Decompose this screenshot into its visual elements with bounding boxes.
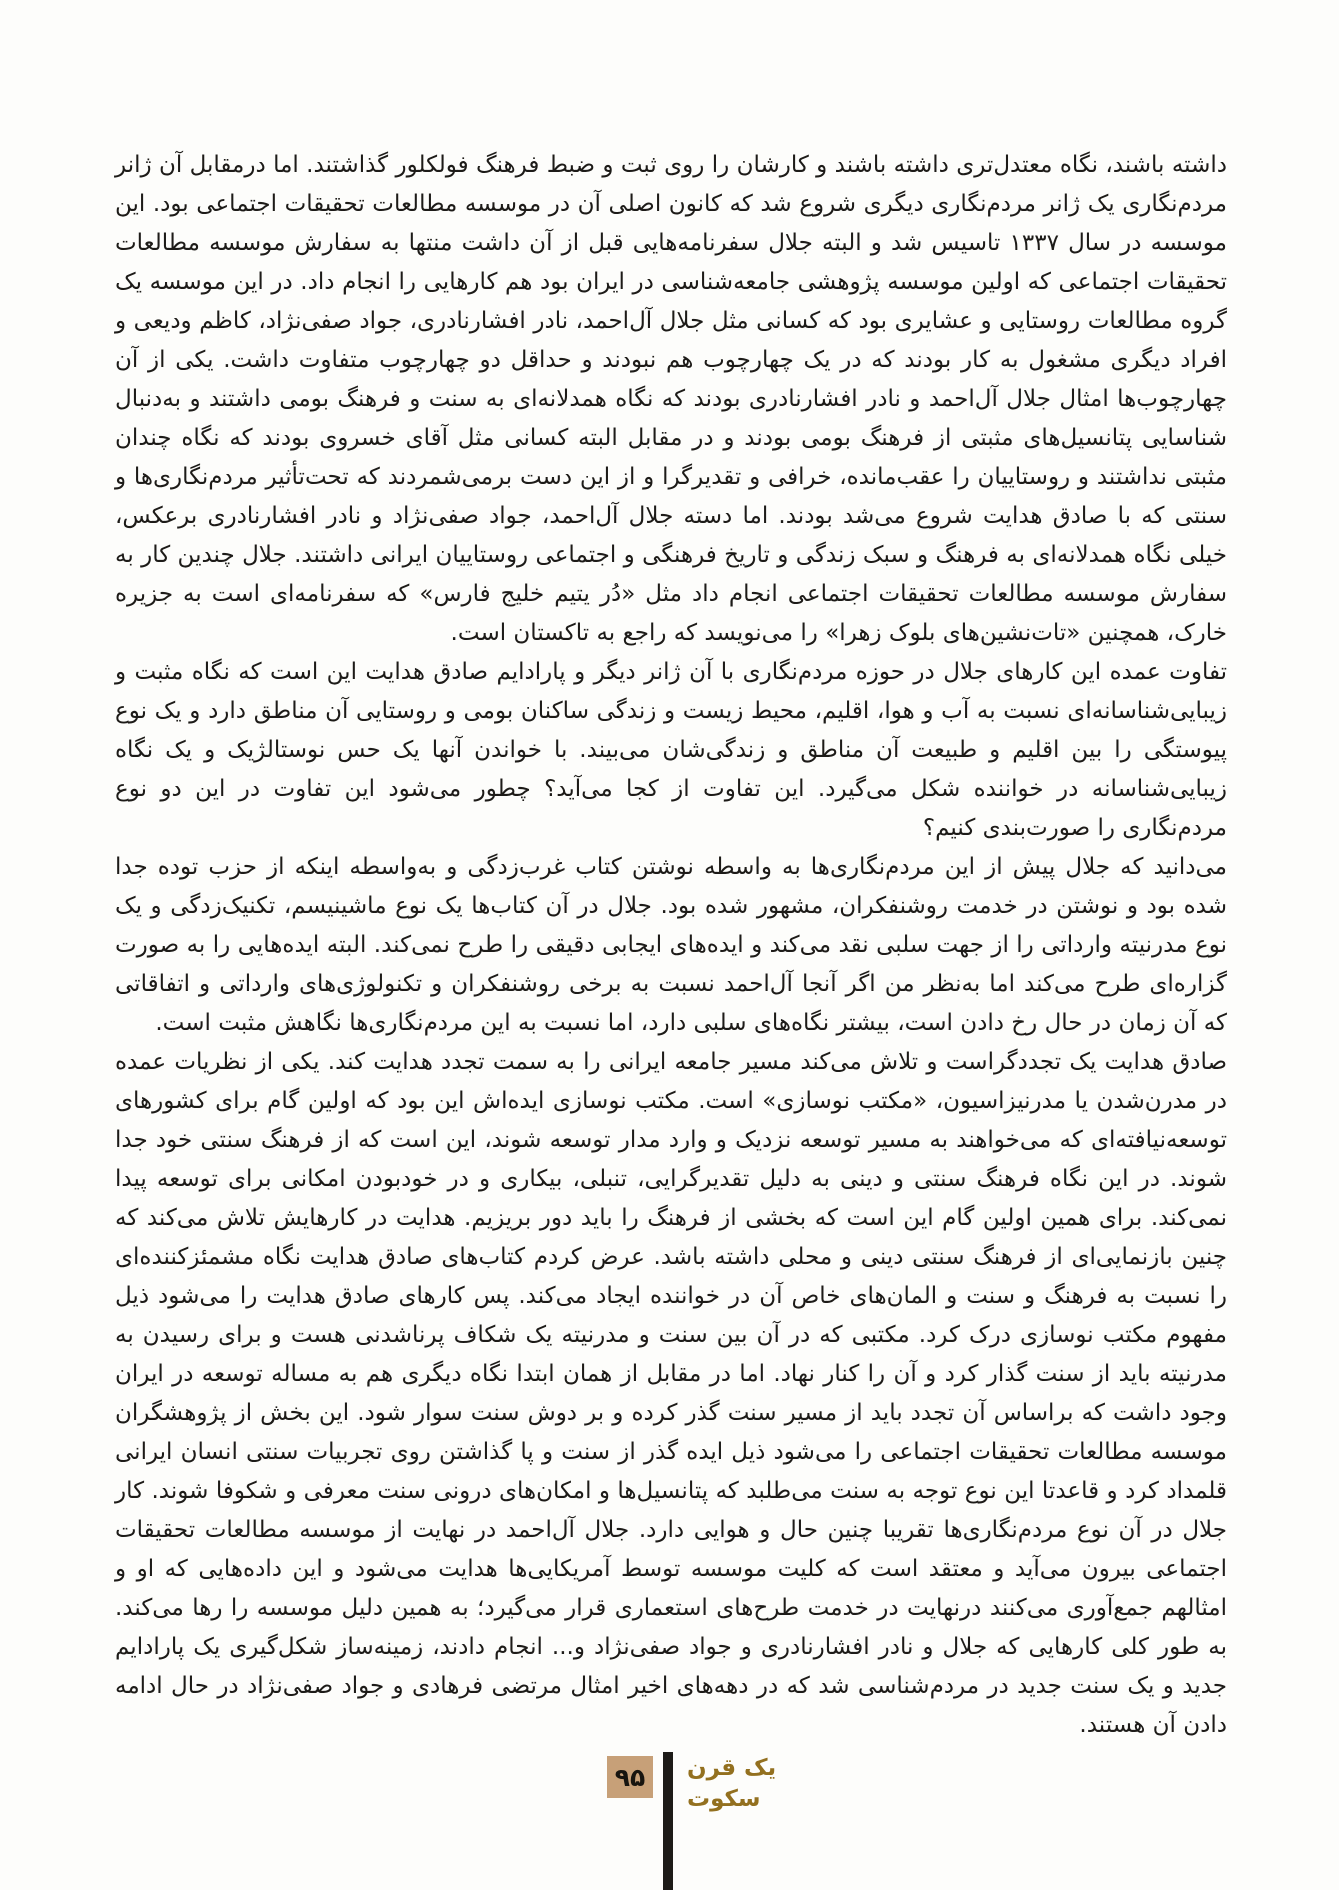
footer-divider-bar xyxy=(663,1752,673,1890)
page-number-badge xyxy=(607,1756,653,1798)
page-number: ۹۵ xyxy=(614,1762,646,1792)
paragraph-question: تفاوت عمده این کارهای جلال در حوزه مردم‌نگاری با آن ژانر دیگر و پارادایم صادق هدایت این است که نگاه مثبت و زیبایی‌شناسانه‌ای نسبت به آب و هوا، اقلیم، محیط زیست و زندگی ساکنان بومی و روستایی آن مناطق دارد و یک نوع پیوستگی را بین اقلیم و طبیعت آن مناطق و زندگی‌شان می‌بیند. با خواندن آنها یک حس نوستالژیک و یک نگاه زیبایی‌شناسانه در خواننده شکل می‌گیرد. این تفاوت از کجا می‌آید؟ چطور می‌شود این تفاوت در این دو نوع مردم‌نگاری را صورت‌بندی کنیم؟ xyxy=(115,659,1227,841)
book-title xyxy=(687,1753,776,1815)
page-footer xyxy=(0,1752,1339,1890)
book-title-line-1: یک قرن xyxy=(687,1755,777,1781)
paragraph: صادق هدایت یک تجددگراست و تلاش می‌کند مسیر جامعه ایرانی را به سمت تجدد هدایت کند. یکی از نظریات عمده در مدرن‌شدن یا مدرنیزاسیون، «مکتب نوسازی» است. مکتب نوسازی ایده‌اش این بود که اولین گام برای کشورهای توسعه‌نیافته‌ای که می‌خواهند به مسیر توسعه نزدیک و وارد مدار توسعه شوند، این است که از فرهنگ سنتی خود جدا شوند. در این نگاه فرهنگ سنتی و دینی به دلیل تقدیرگرایی، تنبلی، بیکاری و در خودبودن امکانی برای توسعه پیدا نمی‌کند. برای همین اولین گام این است که بخشی از فرهنگ را باید دور بریزیم. هدایت در کارهایش تلاش می‌کند که چنین بازنمایی‌ای از فرهنگ سنتی دینی و محلی داشته باشد. عرض کردم کتاب‌های صادق هدایت نگاه مشمئزکننده‌ای را نسبت به فرهنگ و سنت و المان‌های خاص آن در خواننده ایجاد می‌کند. پس کارهای صادق هدایت را می‌شود ذیل مفهوم مکتب نوسازی درک کرد. مکتبی که در آن بین سنت و مدرنیته یک شکاف پرناشدنی هست و برای رسیدن به مدرنیته باید از سنت گذار کرد و آن را کنار نهاد. اما در مقابل از همان ابتدا نگاه دیگری هم به مساله توسعه در ایران وجود داشت که براساس آن تجدد باید از مسیر سنت گذر کرده و بر دوش سنت سوار شود. این بخش از پژوهشگران موسسه مطالعات تحقیقات اجتماعی را می‌شود ذیل ایده گذر از سنت و پا گذاشتن روی تجربیات سنتی انسان ایرانی قلمداد کرد و قاعدتا این نوع توجه به سنت می‌طلبد که پتانسیل‌ها و امکان‌های درونی سنت معرفی و شکوفا شوند. کار جلال در آن نوع مردم‌نگاری‌ها تقریبا چنین حال و هوایی دارد. جلال آل‌احمد در نهایت از موسسه مطالعات تحقیقات اجتماعی بیرون می‌آید و معتقد است که کلیت موسسه توسط آمریکایی‌ها هدایت می‌شود و این داده‌هایی که او و امثالهم جمع‌آوری می‌کنند درنهایت در خدمت طرح‌های استعماری قرار می‌گیرد؛ به همین دلیل موسسه را رها می‌کند. به طور کلی کارهایی که جلال و نادر افشارنادری و جواد صفی‌نژاد و... انجام دادند، زمینه‌ساز شکل‌گیری یک پارادایم جدید و یک سنت جدید در مردم‌شناسی شد که در دهه‌های اخیر امثال مرتضی فرهادی و جواد صفی‌نژاد در حال ادامه دادن آن هستند. xyxy=(115,1049,1227,1738)
paragraph: می‌دانید که جلال پیش از این مردم‌نگاری‌ها به واسطه نوشتن کتاب غرب‌زدگی و به‌واسطه اینکه از حزب توده جدا شده بود و نوشتن در خدمت روشنفکران، مشهور شده بود. جلال در آن کتاب‌ها یک نوع ماشینیسم، تکنیک‌زدگی و یک نوع مدرنیته وارداتی را از جهت سلبی نقد می‌کند و ایده‌های ایجابی دقیقی را طرح نمی‌کند. البته ایده‌هایی را به صورت گزاره‌ای طرح می‌کند اما به‌نظر من اگر آنجا آل‌احمد نسبت به برخی روشنفکران و تکنولوژی‌های وارداتی و اتفاقاتی که آن زمان در حال رخ دادن است، بیشتر نگاه‌های سلبی دارد، اما نسبت به این مردم‌نگاری‌ها نگاهش مثبت است. xyxy=(115,854,1227,1036)
paragraph: داشته باشند، نگاه معتدل‌تری داشته باشند و کارشان را روی ثبت و ضبط فرهنگ فولکلور گذاشتند. اما درمقابل آن ژانر مردم‌نگاری یک ژانر مردم‌نگاری دیگری شروع شد که کانون اصلی آن در موسسه مطالعات تحقیقات اجتماعی بود. این موسسه در سال ۱۳۳۷ تاسیس شد و البته جلال سفرنامه‌هایی قبل از آن داشت منتها به سفارش موسسه مطالعات تحقیقات اجتماعی که اولین موسسه پژوهشی جامعه‌شناسی در ایران بود هم کارهایی را انجام داد. در این موسسه یک گروه مطالعات روستایی و عشایری بود که کسانی مثل جلال آل‌احمد، نادر افشارنادری، جواد صفی‌نژاد، کاظم ودیعی و افراد دیگری مشغول به کار بودند که در یک چهارچوب هم نبودند و حداقل دو چهارچوب متفاوت داشت. یکی از آن چهارچوب‌ها امثال جلال آل‌احمد و نادر افشارنادری بودند که نگاه همدلانه‌ای به سنت و فرهنگ بومی داشتند و به‌دنبال شناسایی پتانسیل‌های مثبتی از فرهنگ بومی بودند و در مقابل البته کسانی مثل آقای خسروی بودند که نگاه چندان مثبتی نداشتند و روستاییان را عقب‌مانده، خرافی و تقدیرگرا و از این دست برمی‌شمردند که تحت‌تأثیر مردم‌نگاری‌ها و سنتی که با صادق هدایت شروع می‌شد بودند. اما دسته جلال آل‌احمد، جواد صفی‌نژاد و نادر افشارنادری برعکس، خیلی نگاه همدلانه‌ای به فرهنگ و سبک زندگی و تاریخ فرهنگی و اجتماعی روستاییان ایرانی داشتند. جلال چندین کار به سفارش موسسه مطالعات تحقیقات اجتماعی انجام داد مثل «دُر یتیم خلیج فارس» که سفرنامه‌ای است به جزیره خارک، همچنین «تات‌نشین‌های بلوک زهرا» را می‌نویسد که راجع به تاکستان است. xyxy=(115,152,1227,646)
article-text xyxy=(115,146,1227,1745)
book-title-line-2: سکوت xyxy=(687,1786,761,1812)
